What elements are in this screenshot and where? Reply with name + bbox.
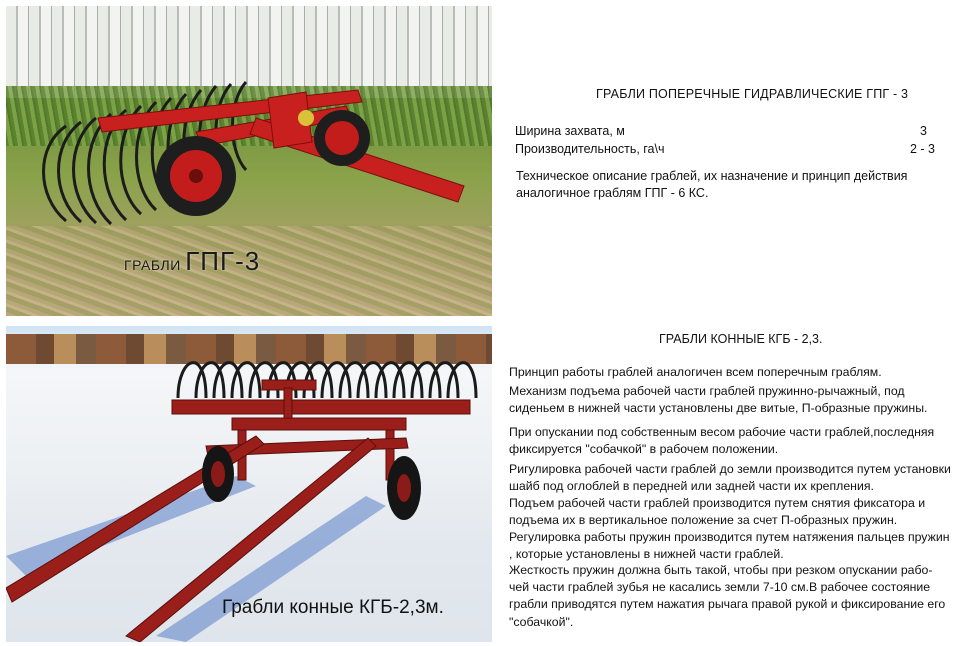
caption-word: ГРАБЛИ xyxy=(124,257,181,273)
spec-label: Производительность, га\ч xyxy=(515,142,665,156)
paragraph: Регулировка работы пружин производится путем натяжения пальцев пружин , которые установлены в нижней части граблей. xyxy=(509,530,950,562)
section2-title: ГРАБЛИ КОННЫЕ КГБ - 2,3. xyxy=(659,332,823,346)
spec-value: 3 xyxy=(920,124,927,138)
paragraph: При опускании под собственным весом рабочие части граблей,последняя фиксируется "собачкой" в рабочем положении. xyxy=(509,425,935,457)
paragraph: Принцип работы граблей аналогичен всем поперечным граблям. xyxy=(509,365,882,379)
photo-horse-rake xyxy=(6,326,492,642)
spec-value: 2 - 3 xyxy=(909,142,935,156)
photo1-caption xyxy=(124,246,260,277)
section1-description: Техническое описание граблей, их назначение и принцип действия аналогичное граблям ГПГ - 6 КС. xyxy=(516,169,908,201)
spec-row-productivity xyxy=(515,142,935,156)
caption-model: ГПГ-3 xyxy=(185,246,261,276)
paragraph: Жесткость пружин должна быть такой, чтобы при резком опускании рабо- чей части граблей зубья не касались земли 7-10 см.В рабочее состояние грабли приводятся путем нажатия рычага правой рукой и фиксирование его "собачкой". xyxy=(509,563,946,629)
spec-row-width xyxy=(515,124,935,138)
paragraph: Ригулировка рабочей части граблей до земли производится путем установки шайб под оглоблей в передней или задней части их крепления. xyxy=(509,462,951,494)
section1-title: ГРАБЛИ ПОПЕРЕЧНЫЕ ГИДРАВЛИЧЕСКИЕ ГПГ - 3 xyxy=(596,87,909,101)
photo2-caption: Грабли конные КГБ-2,3м. xyxy=(222,597,444,618)
spec-label: Ширина захвата, м xyxy=(515,124,625,138)
paragraph: Механизм подъема рабочей части граблей пружинно-рычажный, под сиденьем в нижней части установлены две витые, П-образные пружины. xyxy=(509,384,928,416)
horse-rake-drawing xyxy=(6,326,492,642)
paragraph: Подъем рабочей части граблей производится путем снятия фиксатора и подъема их в вертикальное положение за счет П-образных пружин. xyxy=(509,496,926,528)
photo-hydraulic-rake xyxy=(6,6,492,316)
